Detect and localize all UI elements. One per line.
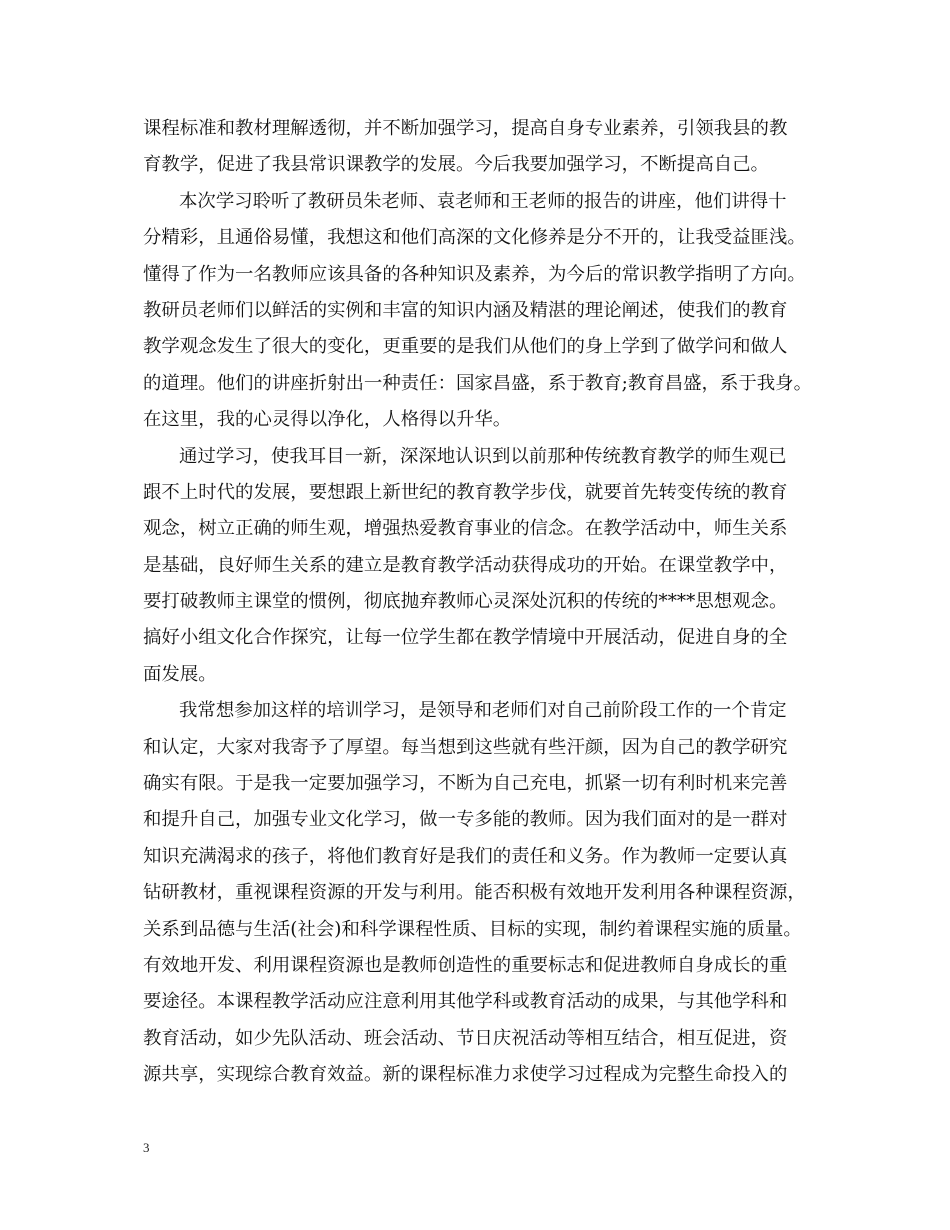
text-line: 懂得了作为一名教师应该具备的各种知识及素养，为今后的常识教学指明了方向。 [143,263,806,285]
page-number: 3 [143,1140,150,1155]
text-line: 有效地开发、利用课程资源也是教师创造性的重要标志和促进教师自身成长的重 [143,954,788,976]
text-line: 源共享，实现综合教育效益。新的课程标准力求使学习过程成为完整生命投入的 [143,1064,788,1086]
text-line: 关系到品德与生活(社会)和科学课程性质、目标的实现，制约着课程实施的质量。 [143,918,802,940]
text-line: 面发展。 [143,663,217,685]
text-line: 是基础，良好师生关系的建立是教育教学活动获得成功的开始。在课堂教学中， [143,554,788,576]
text-line: 要途径。本课程教学活动应注意利用其他学科或教育活动的成果，与其他学科和 [143,991,788,1013]
text-line: 教学观念发生了很大的变化，更重要的是我们从他们的身上学到了做学问和做人 [143,336,788,358]
text-line: 教研员老师们以鲜活的实例和丰富的知识内涵及精湛的理论阐述，使我们的教育 [143,299,788,321]
text-line: 知识充满渴求的孩子，将他们教育好是我们的责任和义务。作为教师一定要认真 [143,845,788,867]
text-line: 育教学，促进了我县常识课教学的发展。今后我要加强学习，不断提高自己。 [143,154,769,176]
text-line: 钻研教材，重视课程资源的开发与利用。能否积极有效地开发利用各种课程资源， [143,882,806,904]
text-line: 通过学习，使我耳目一新，深深地认识到以前那种传统教育教学的师生观已 [179,445,787,467]
text-line: 要打破教师主课堂的惯例，彻底抛弃教师心灵深处沉积的传统的****思想观念。 [143,591,788,613]
text-line: 确实有限。于是我一定要加强学习，不断为自己充电，抓紧一切有利时机来完善 [143,773,788,795]
text-line: 和认定，大家对我寄予了厚望。每当想到这些就有些汗颜，因为自己的教学研究 [143,736,788,758]
text-line: 跟不上时代的发展，要想跟上新世纪的教育教学步伐，就要首先转变传统的教育 [143,481,788,503]
body-text [143,111,813,1094]
text-line: 观念，树立正确的师生观，增强热爱教育事业的信念。在教学活动中，师生关系 [143,518,788,540]
text-line: 分精彩，且通俗易懂，我想这和他们高深的文化修养是分不开的，让我受益匪浅。 [143,227,806,249]
text-line: 和提升自己，加强专业文化学习，做一专多能的教师。因为我们面对的是一群对 [143,809,788,831]
text-line: 本次学习聆听了教研员朱老师、袁老师和王老师的报告的讲座，他们讲得十 [179,190,787,212]
text-line: 教育活动，如少先队活动、班会活动、节日庆祝活动等相互结合，相互促进，资 [143,1027,788,1049]
text-line: 课程标准和教材理解透彻，并不断加强学习，提高自身专业素养，引领我县的教 [143,118,788,139]
text-line: 我常想参加这样的培训学习，是领导和老师们对自己前阶段工作的一个肯定 [179,700,787,722]
text-line: 在这里，我的心灵得以净化，人格得以升华。 [143,409,512,431]
text-line: 的道理。他们的讲座折射出一种责任：国家昌盛，系于教育;教育昌盛，系于我身。 [143,372,812,394]
text-line: 搞好小组文化合作探究，让每一位学生都在教学情境中开展活动，促进自身的全 [143,627,788,649]
